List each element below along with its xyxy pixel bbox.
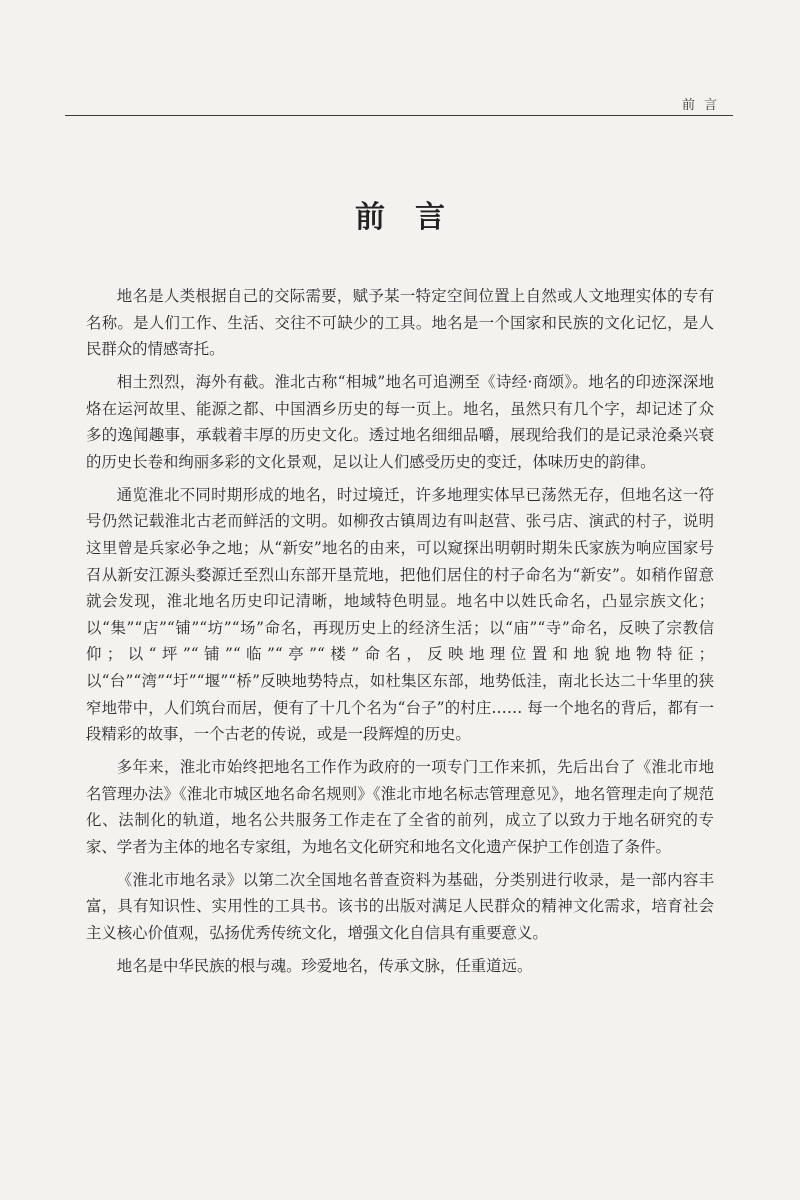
page-title: 前言 <box>355 200 475 235</box>
body-text <box>86 283 714 986</box>
running-header: 前言 <box>681 98 726 113</box>
header-rule <box>65 115 733 116</box>
paragraph: 通览淮北不同时期形成的地名，时过境迁，许多地理实体早已荡然无存，但地名这一符号仍然记载淮北古老而鲜活的文明。如柳孜古镇周边有叫赵营、张弓店、演武的村子，说明这里曾是兵家必争之地；从“新安”地名的由来，可以窥探出明朝时期朱氏家族为响应国家号召从新安江源头婺源迁至烈山东部开垦荒地，把他们居住的村子命名为“新安”。如稍作留意就会发现，淮北地名历史印记清晰，地域特色明显。地名中以姓氏命名，凸显宗族文化；以“集”“店”“铺”“坊”“场”命名，再现历史上的经济生活；以“庙”“寺”命名，反映了宗教信仰；以“坪”“铺”“临”“亭”“楼”命名，反映地理位置和地貌地物特征；以“台”“湾”“圩”“堰”“桥”反映地势特点，如杜集区东部，地势低洼，南北长达二十华里的狭窄地带中，人们筑台而居，便有了十几个名为“台子”的村庄…… 每一个地名的背后，都有一段精彩的故事，一个古老的传说，或是一段辉煌的历史。 <box>86 485 714 744</box>
paragraph: 多年来，淮北市始终把地名工作作为政府的一项专门工作来抓，先后出台了《淮北市地名管理办法》《淮北市城区地名命名规则》《淮北市地名标志管理意见》，地名管理走向了规范化、法制化的轨道，地名公共服务工作走在了全省的前列，成立了以致力于地名研究的专家、学者为主体的地名专家组，为地名文化研究和地名文化遗产保护工作创造了条件。 <box>86 757 714 856</box>
paragraph: 地名是中华民族的根与魂。珍爱地名，传承文脉，任重道远。 <box>116 956 533 975</box>
paragraph: 地名是人类根据自己的交际需要，赋予某一特定空间位置上自然或人文地理实体的专有名称。是人们工作、生活、交往不可缺少的工具。地名是一个国家和民族的文化记忆，是人民群众的情感寄托。 <box>86 287 714 359</box>
paragraph: 《淮北市地名录》以第二次全国地名普查资料为基础，分类别进行收录，是一部内容丰富，具有知识性、实用性的工具书。该书的出版对满足人民群众的精神文化需求，培育社会主义核心价值观，弘扬优秀传统文化，增强文化自信具有重要意义。 <box>86 870 714 942</box>
paragraph: 相土烈烈，海外有截。淮北古称“相城”地名可追溯至《诗经·商颂》。地名的印迹深深地烙在运河故里、能源之都、中国酒乡历史的每一页上。地名，虽然只有几个字，却记述了众多的逸闻趣事，承载着丰厚的历史文化。透过地名细细品嚼，展现给我们的是记录沧桑兴衰的历史长卷和绚丽多彩的文化景观，足以让人们感受历史的变迁，体味历史的韵律。 <box>86 373 714 471</box>
